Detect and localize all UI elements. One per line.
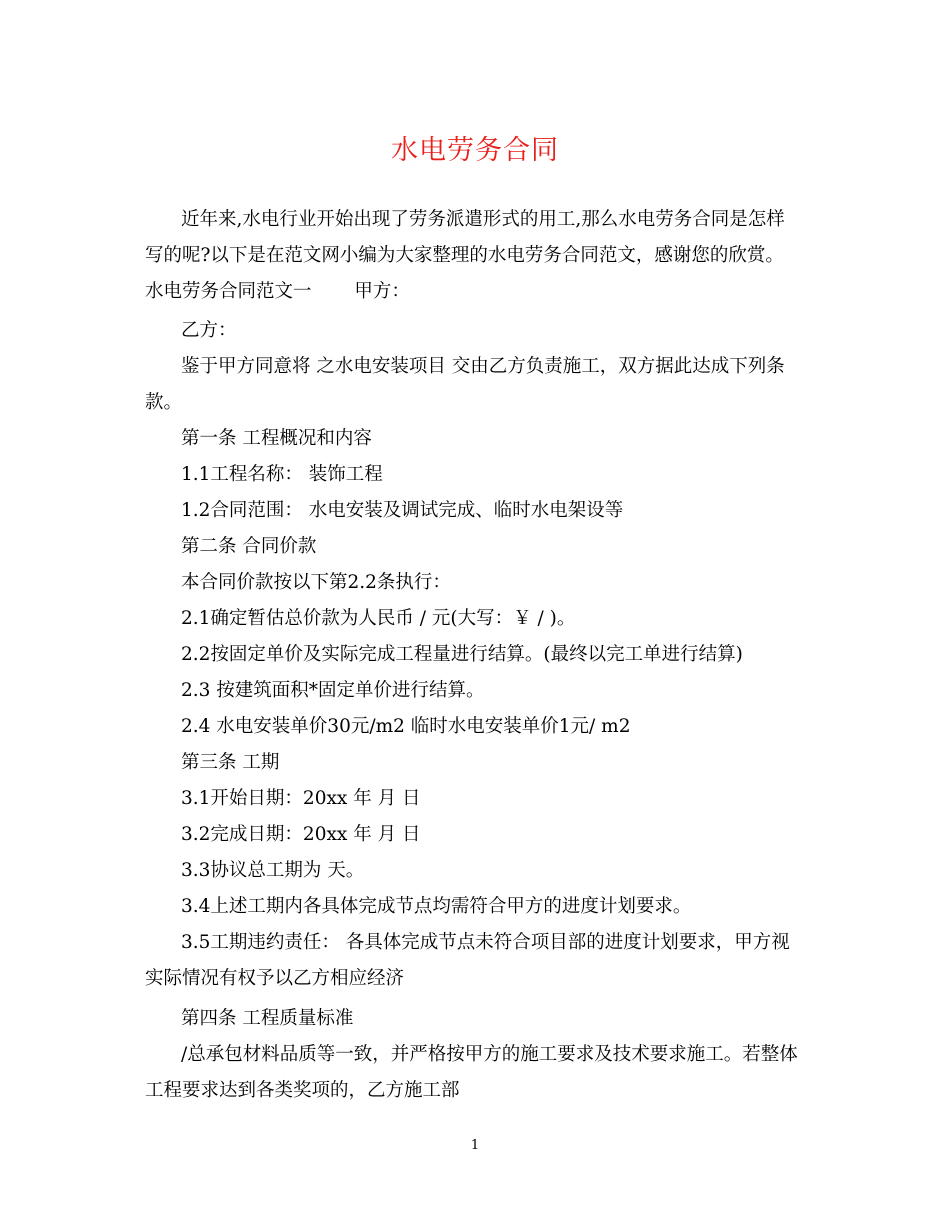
paragraph-line: 3.2完成日期：20xx 年 月 日 bbox=[181, 824, 421, 845]
paragraph-line: 1.1工程名称： 装饰工程 bbox=[181, 464, 383, 485]
paragraph-line: 实际情况有权予以乙方相应经济 bbox=[145, 968, 405, 989]
paragraph-line: 3.3协议总工期为 天。 bbox=[181, 860, 365, 881]
paragraph-line: 鉴于甲方同意将 之水电安装项目 交由乙方负责施工，双方据此达成下列条 bbox=[181, 356, 785, 377]
section-heading: 第一条 工程概况和内容 bbox=[181, 428, 372, 449]
section-heading: 第三条 工期 bbox=[181, 752, 280, 773]
section-heading: 第二条 合同价款 bbox=[181, 536, 317, 557]
paragraph-line: 3.1开始日期：20xx 年 月 日 bbox=[181, 788, 421, 809]
paragraph-line: 2.4 水电安装单价30元/m2 临时水电安装单价1元/ m2 bbox=[181, 716, 631, 737]
paragraph-line: 2.3 按建筑面积*固定单价进行结算。 bbox=[181, 680, 485, 701]
paragraph-line: 水电劳务合同范文一 甲方： bbox=[145, 281, 410, 302]
paragraph-line: /总承包材料品质等一致，并严格按甲方的施工要求及技术要求施工。若整体 bbox=[181, 1044, 798, 1065]
paragraph-line: 款。 bbox=[145, 392, 183, 413]
paragraph-line: 1.2合同范围： 水电安装及调试完成、临时水电架设等 bbox=[181, 500, 624, 521]
paragraph-line: 工程要求达到各类奖项的，乙方施工部 bbox=[145, 1080, 460, 1101]
paragraph-line: 3.4上述工期内各具体完成节点均需符合甲方的进度计划要求。 bbox=[181, 896, 692, 917]
page-number: 1 bbox=[470, 1138, 480, 1153]
paragraph-line: 近年来,水电行业开始出现了劳务派遣形式的用工,那么水电劳务合同是怎样 bbox=[181, 209, 785, 230]
paragraph-line: 写的呢?以下是在范文网小编为大家整理的水电劳务合同范文，感谢您的欣赏。 bbox=[145, 245, 784, 266]
section-heading: 第四条 工程质量标准 bbox=[181, 1008, 354, 1029]
paragraph-line: 3.5工期违约责任： 各具体完成节点未符合项目部的进度计划要求，甲方视 bbox=[181, 932, 790, 953]
paragraph-line: 乙方： bbox=[181, 320, 237, 341]
paragraph-line: 2.2按固定单价及实际完成工程量进行结算。(最终以完工单进行结算) bbox=[181, 644, 743, 665]
document-title: 水电劳务合同 bbox=[391, 135, 559, 166]
paragraph-line: 2.1确定暂估总价款为人民币 / 元(大写：￥ / )。 bbox=[181, 608, 576, 629]
paragraph-line: 本合同价款按以下第2.2条执行： bbox=[181, 572, 451, 593]
